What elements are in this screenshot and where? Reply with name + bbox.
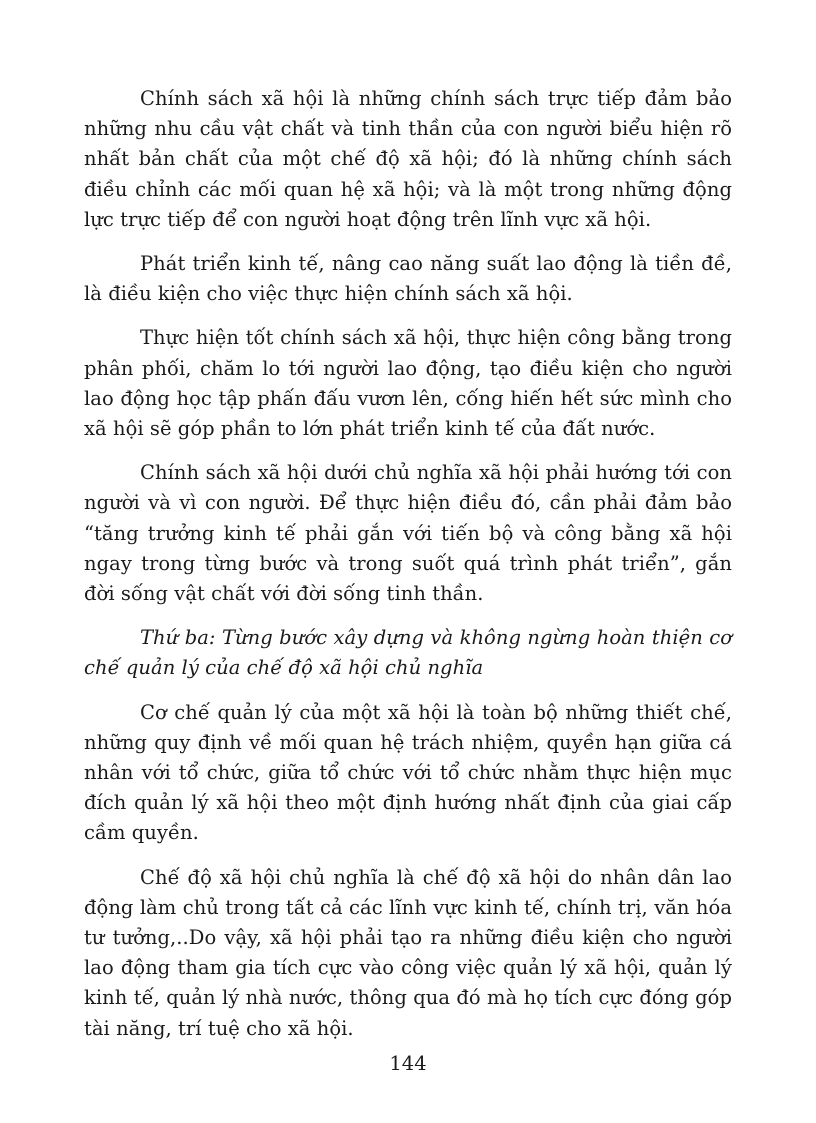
- paragraph-social-policy-definition: Chính sách xã hội là những chính sách trực tiếp đảm bảo những nhu cầu vật chất và tinh thần của con người biểu hiện rõ nhất bản chất của một chế độ xã hội; đó là những chính sách điều chỉnh các mối quan hệ xã hội; và là một trong những động lực trực tiếp để con người hoạt động trên lĩnh vực xã hội.: [84, 87, 732, 231]
- section-heading-third: Thứ ba: Từng bước xây dựng và không ngừng hoàn thiện cơ chế quản lý của chế độ xã hội chủ nghĩa: [84, 626, 732, 680]
- page-number: 144: [389, 1052, 427, 1075]
- paragraph-economic-development: Phát triển kinh tế, nâng cao năng suất lao động là tiền đề, là điều kiện cho việc thực hiện chính sách xã hội.: [84, 252, 732, 306]
- paragraph-management-mechanism: Cơ chế quản lý của một xã hội là toàn bộ những thiết chế, những quy định về mối quan hệ trách nhiệm, quyền hạn giữa cá nhân với tổ chức, giữa tổ chức với tổ chức nhằm thực hiện mục đích quản lý xã hội theo một định hướng nhất định của giai cấp cầm quyền.: [84, 700, 732, 845]
- paragraph-implementing-policy: Thực hiện tốt chính sách xã hội, thực hiện công bằng trong phân phối, chăm lo tới người lao động, tạo điều kiện cho người lao động học tập phấn đấu vươn lên, cống hiến hết sức mình cho xã hội sẽ góp phần to lớn phát triển kinh tế của đất nước.: [84, 326, 732, 441]
- paragraph-socialist-regime: Chế độ xã hội chủ nghĩa là chế độ xã hội do nhân dân lao động làm chủ trong tất cả các lĩnh vực kinh tế, chính trị, văn hóa tư tưởng,..Do vậy, xã hội phải tạo ra những điều kiện cho người lao động tham gia tích cực vào công việc quản lý xã hội, quản lý kinh tế, quản lý nhà nước, thông qua đó mà họ tích cực đóng góp tài năng, trí tuệ cho xã hội.: [84, 865, 732, 1040]
- paragraph-human-centered-policy: Chính sách xã hội dưới chủ nghĩa xã hội phải hướng tới con người và vì con người. Để thực hiện điều đó, cần phải đảm bảo “tăng trưởng kinh tế phải gắn với tiến bộ và công bằng xã hội ngay trong từng bước và trong suốt quá trình phát triển”, gắn đời sống vật chất với đời sống tinh thần.: [84, 461, 732, 606]
- page-body: [84, 84, 732, 1058]
